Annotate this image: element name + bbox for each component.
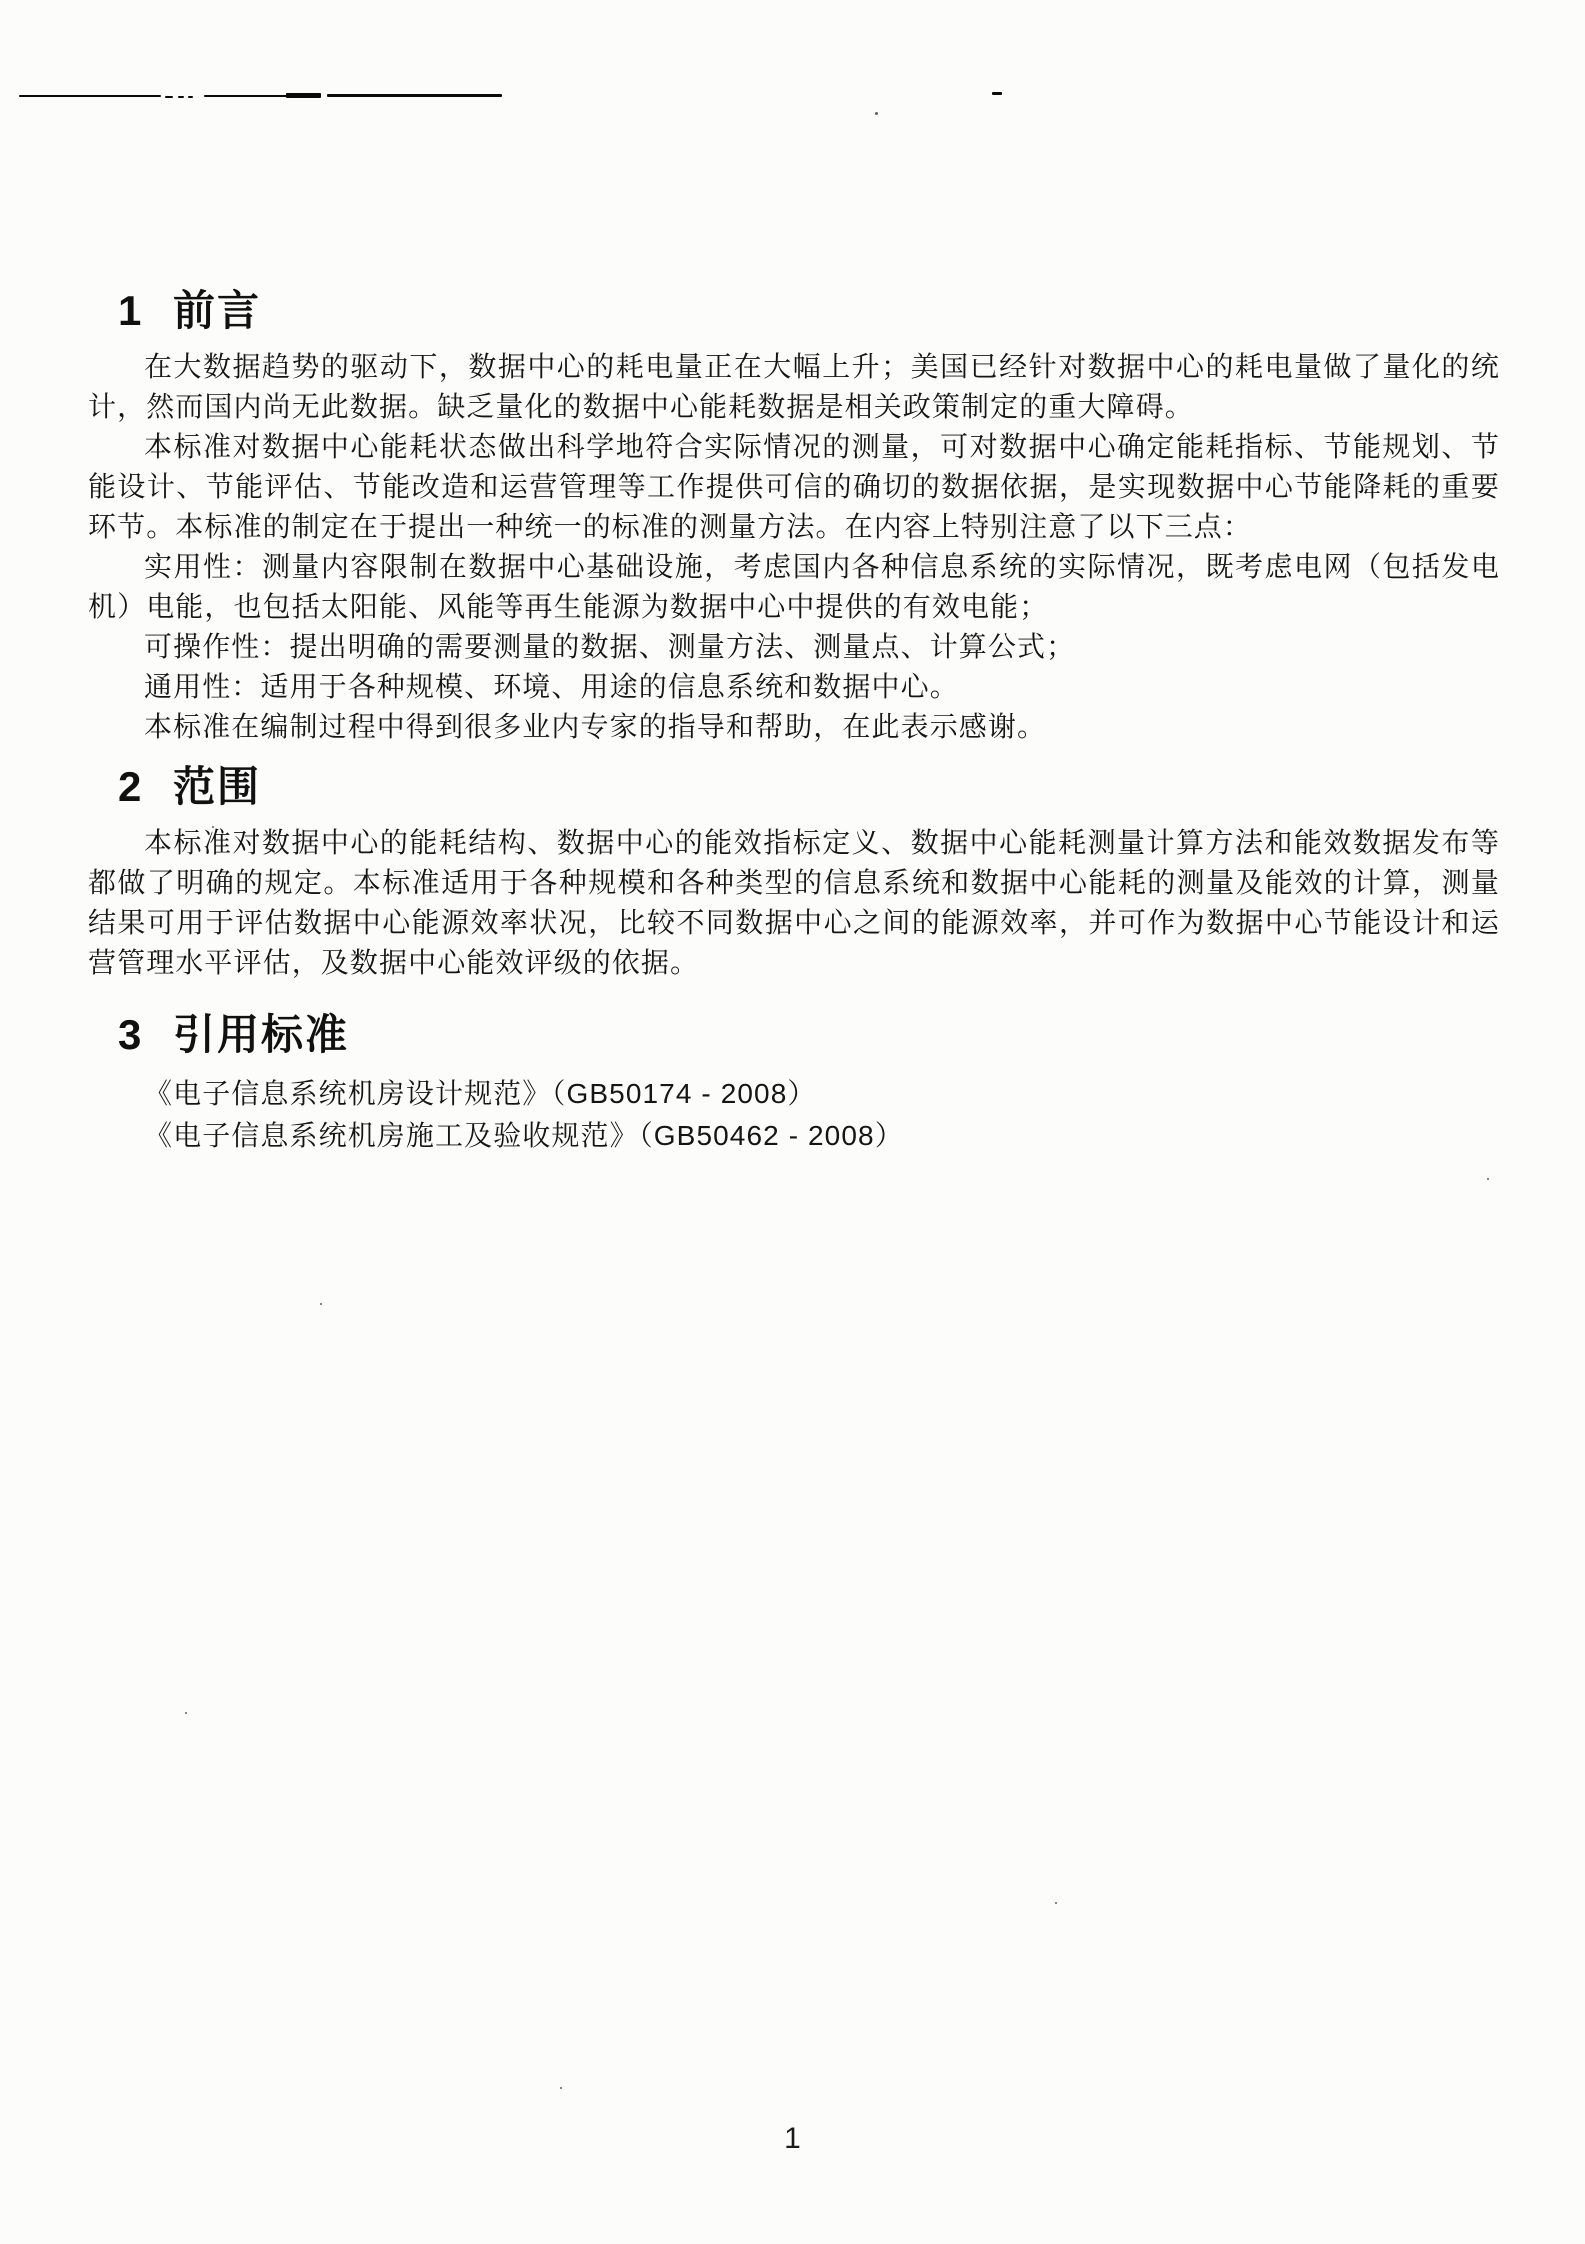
reference-standard: 《电子信息系统机房施工及验收规范》（GB50462 - 2008） [144, 1120, 904, 1151]
section-title: 前言 [173, 287, 262, 334]
page-number: 1 [784, 2122, 801, 2155]
section-number: 2 [118, 763, 144, 810]
section-heading-references [88, 1011, 1500, 1059]
paragraph: 在大数据趋势的驱动下，数据中心的耗电量正在大幅上升；美国已经针对数据中心的耗电量做了量化的统计，然而国内尚无此数据。缺乏量化的数据中心能耗数据是相关政策制定的重大障碍。 [88, 351, 1500, 422]
section-number: 1 [118, 287, 144, 334]
section-number: 3 [118, 1011, 144, 1058]
paragraph: 本标准在编制过程中得到很多业内专家的指导和帮助，在此表示感谢。 [144, 711, 1047, 742]
scan-speck [1055, 1902, 1057, 1904]
reference-standard: 《电子信息系统机房设计规范》（GB50174 - 2008） [144, 1078, 817, 1109]
paragraph: 通用性：适用于各种规模、环境、用途的信息系统和数据中心。 [144, 671, 959, 702]
paragraph: 可操作性：提出明确的需要测量的数据、测量方法、测量点、计算公式； [144, 631, 1076, 662]
scan-speck [1487, 1178, 1489, 1180]
paragraph: 本标准对数据中心能耗状态做出科学地符合实际情况的测量，可对数据中心确定能耗指标、节能规划、节能设计、节能评估、节能改造和运营管理等工作提供可信的确切的数据依据，是实现数据中心节能降耗的重要环节。本标准的制定在于提出一种统一的标准的测量方法。在内容上特别注意了以下三点： [88, 431, 1500, 542]
paragraph: 实用性：测量内容限制在数据中心基础设施，考虑国内各种信息系统的实际情况，既考虑电网（包括发电机）电能，也包括太阳能、风能等再生能源为数据中心中提供的有效电能； [88, 551, 1500, 622]
section-heading-scope [88, 763, 1500, 811]
section-title: 引用标准 [173, 1011, 350, 1058]
section-title: 范围 [173, 763, 262, 810]
scan-speck [320, 1303, 322, 1305]
paragraph: 本标准对数据中心的能耗结构、数据中心的能效指标定义、数据中心能耗测量计算方法和能效数据发布等都做了明确的规定。本标准适用于各种规模和各种类型的信息系统和数据中心能耗的测量及能效的计算，测量结果可用于评估数据中心能源效率状况，比较不同数据中心之间的能源效率，并可作为数据中心节能设计和运营管理水平评估，及数据中心能效评级的依据。 [88, 827, 1500, 978]
scan-speck [560, 2087, 562, 2089]
section-heading-foreword [88, 287, 1500, 335]
scan-speck [185, 1712, 187, 1714]
document-content [88, 0, 1500, 1157]
